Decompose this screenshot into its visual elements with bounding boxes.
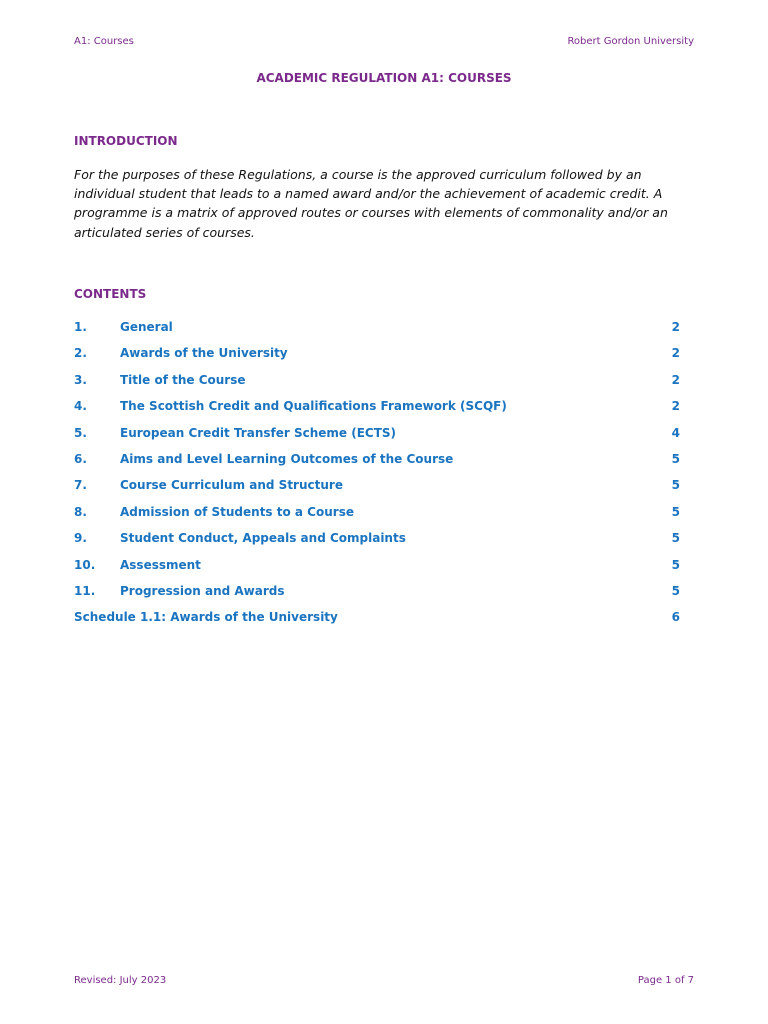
toc-page-number[interactable]: 5	[671, 478, 680, 493]
toc-page-number[interactable]: 2	[671, 346, 680, 361]
toc-page-number[interactable]: 2	[671, 372, 680, 387]
toc-entry-admission[interactable]	[74, 505, 680, 531]
toc-link-label[interactable]: Progression and Awards	[120, 583, 285, 598]
toc-link-label[interactable]: Aims and Level Learning Outcomes of the Course	[120, 451, 454, 466]
toc-number: 2.	[74, 346, 87, 361]
toc-number: 4.	[74, 399, 87, 414]
toc-entry-curriculum[interactable]	[74, 478, 680, 504]
toc-page-number[interactable]: 5	[671, 531, 680, 546]
document-title: ACADEMIC REGULATION A1: COURSES	[256, 71, 512, 85]
toc-page-number[interactable]: 2	[671, 399, 680, 414]
toc-page-number[interactable]: 6	[671, 610, 680, 625]
toc-page-number[interactable]: 5	[671, 451, 680, 466]
toc-entry-aims[interactable]	[74, 452, 680, 478]
toc-entry-scqf[interactable]	[74, 399, 680, 425]
introduction-paragraph: For the purposes of these Regulations, a course is the approved curriculum followed by an individual student that leads to a named award and/or the achievement of academic credit. A programme is a matrix of approved routes or courses with elements of commonality and/or an articulated series of courses.	[74, 167, 668, 240]
footer-page-number: Page 1 of 7	[637, 975, 694, 986]
toc-entry-title-of-course[interactable]	[74, 373, 680, 399]
toc-page-number[interactable]: 5	[671, 557, 680, 572]
contents-heading: CONTENTS	[74, 287, 147, 301]
toc-entry-progression[interactable]	[74, 584, 680, 610]
toc-number: 10.	[74, 557, 96, 572]
table-of-contents	[74, 320, 680, 637]
footer-revision-date: Revised: July 2023	[74, 975, 167, 986]
toc-entry-awards[interactable]	[74, 346, 680, 372]
toc-number: 8.	[74, 504, 87, 519]
toc-page-number[interactable]: 2	[671, 320, 680, 334]
toc-number: 6.	[74, 451, 87, 466]
toc-link-label[interactable]: European Credit Transfer Scheme (ECTS)	[120, 425, 397, 440]
toc-page-number[interactable]: 5	[671, 504, 680, 519]
toc-entry-schedule[interactable]	[74, 610, 680, 636]
toc-number: 1.	[74, 320, 87, 334]
toc-entry-ects[interactable]	[74, 426, 680, 452]
header-document-code: A1: Courses	[74, 36, 134, 47]
toc-number: 5.	[74, 425, 87, 440]
toc-link-label[interactable]: Student Conduct, Appeals and Complaints	[120, 531, 406, 546]
toc-entry-assessment[interactable]	[74, 558, 680, 584]
toc-number: 11.	[74, 583, 96, 598]
toc-link-label[interactable]: Course Curriculum and Structure	[120, 478, 343, 493]
toc-link-label[interactable]: Schedule 1.1: Awards of the University	[74, 610, 338, 625]
header-institution: Robert Gordon University	[567, 36, 694, 47]
toc-link-label[interactable]: Assessment	[120, 557, 201, 572]
toc-number: 7.	[74, 478, 87, 493]
toc-link-label[interactable]: Admission of Students to a Course	[120, 504, 354, 519]
toc-entry-general[interactable]	[74, 320, 680, 346]
toc-link-label[interactable]: Awards of the University	[120, 346, 288, 361]
toc-page-number[interactable]: 5	[671, 583, 680, 598]
toc-link-label[interactable]: General	[120, 320, 173, 334]
toc-number: 3.	[74, 372, 87, 387]
toc-entry-conduct[interactable]	[74, 531, 680, 557]
introduction-heading: INTRODUCTION	[74, 134, 178, 148]
toc-link-label[interactable]: The Scottish Credit and Qualifications Framework (SCQF)	[120, 399, 507, 414]
toc-link-label[interactable]: Title of the Course	[120, 372, 246, 387]
toc-number: 9.	[74, 531, 87, 546]
toc-page-number[interactable]: 4	[671, 425, 680, 440]
